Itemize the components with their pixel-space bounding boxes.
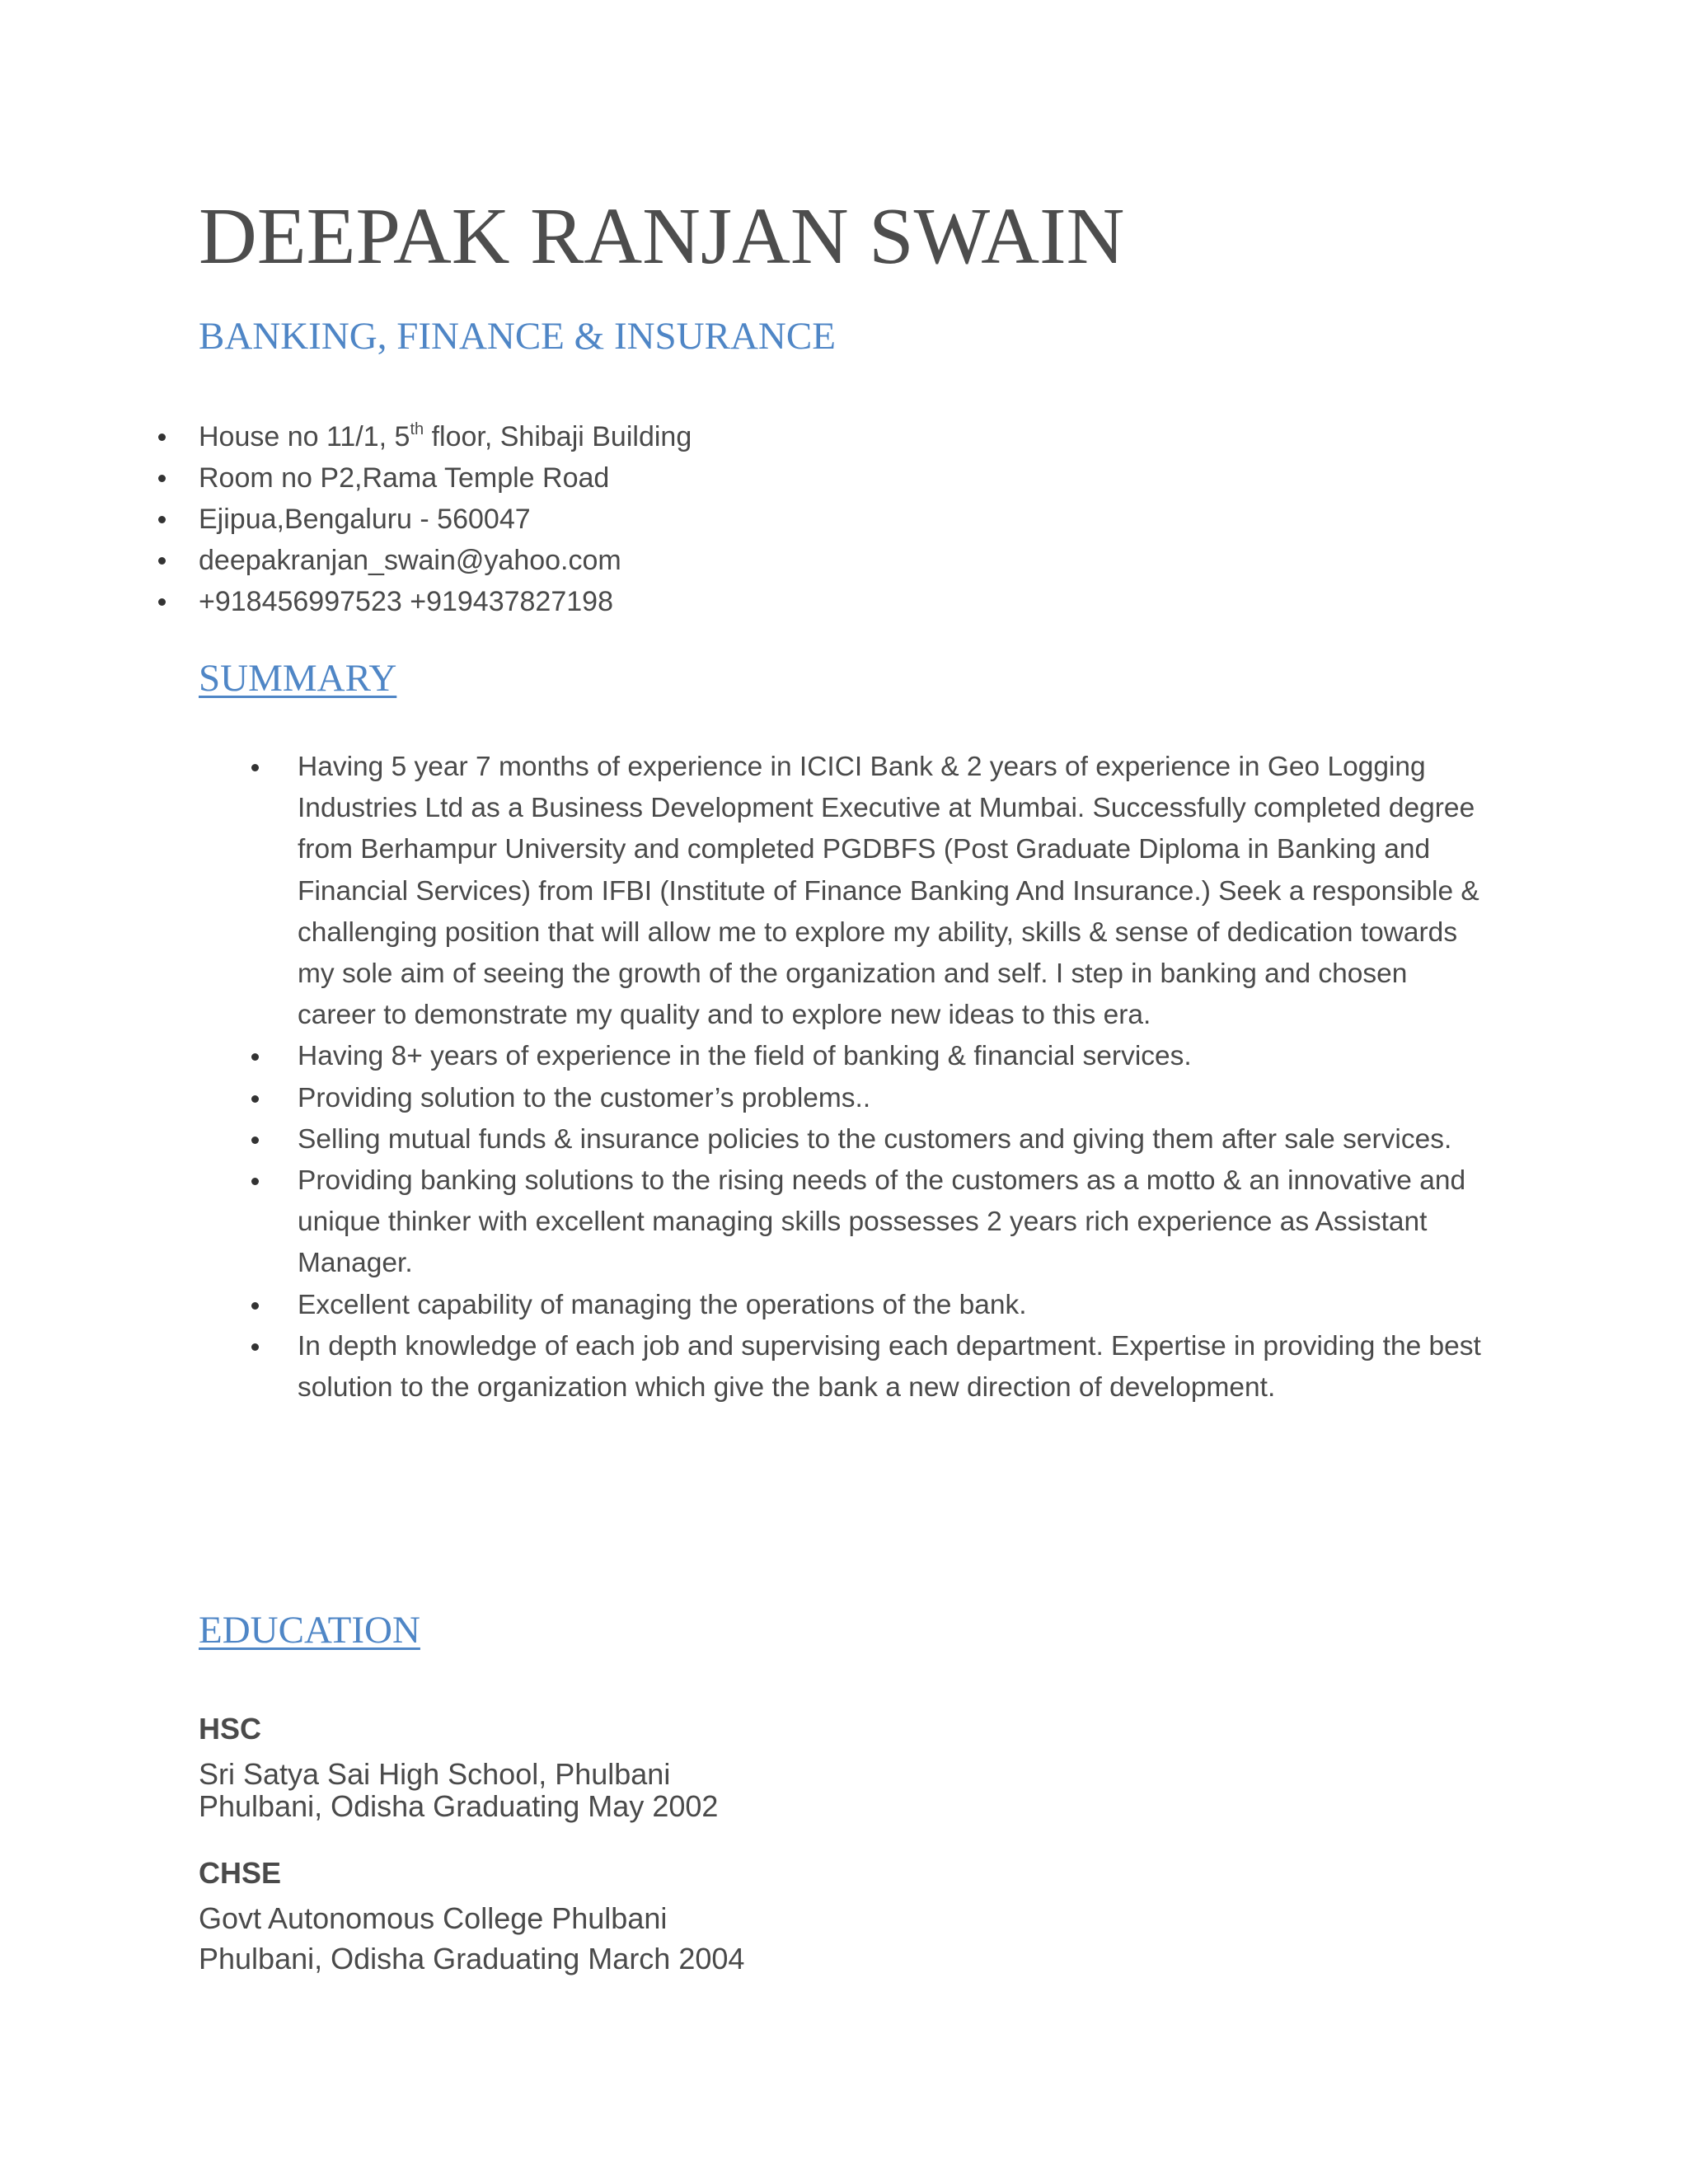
education-detail: Phulbani, Odisha Graduating March 2004 bbox=[199, 1942, 745, 1975]
contact-address-line-2: Room no P2,Rama Temple Road bbox=[199, 457, 692, 499]
address-line-1-rest: floor, Shibaji Building bbox=[424, 421, 692, 452]
contact-phones: +918456997523 +919437827198 bbox=[199, 581, 692, 622]
summary-item: Providing banking solutions to the rising needs of the customers as a motto & an innovative and unique thinker with excellent managing skills possesses 2 years rich experience as Assistant Manager. bbox=[298, 1160, 1493, 1285]
summary-item: Providing solution to the customer’s problems.. bbox=[298, 1078, 1493, 1119]
education-school: Govt Autonomous College Phulbani bbox=[199, 1901, 668, 1935]
education-school: Sri Satya Sai High School, Phulbani bbox=[199, 1757, 671, 1791]
contact-list bbox=[199, 416, 692, 622]
education-heading: EDUCATION bbox=[199, 1609, 420, 1652]
summary-item: Selling mutual funds & insurance policies to the customers and giving them after sale services. bbox=[298, 1119, 1493, 1160]
contact-address-line-1 bbox=[199, 416, 692, 457]
education-level: CHSE bbox=[199, 1856, 282, 1890]
summary-item: In depth knowledge of each job and supervising each department. Expertise in providing the best solution to the organization which give the bank a new direction of development. bbox=[298, 1326, 1493, 1408]
candidate-name: DEEPAK RANJAN SWAIN bbox=[199, 192, 1125, 281]
education-level: HSC bbox=[199, 1712, 262, 1746]
summary-item: Having 8+ years of experience in the field of banking & financial services. bbox=[298, 1036, 1493, 1077]
professional-title: BANKING, FINANCE & INSURANCE bbox=[199, 315, 836, 358]
contact-email: deepakranjan_swain@yahoo.com bbox=[199, 540, 692, 581]
ordinal-suffix: th bbox=[410, 420, 424, 438]
summary-item: Having 5 year 7 months of experience in ICICI Bank & 2 years of experience in Geo Logging Industries Ltd as a Business Development Executive at Mumbai. Successfully completed degree from Berhampur University and completed PGDBFS (Post Graduate Diploma in Banking and Financial Services) from IFBI (Institute of Finance Banking And Insurance.) Seek a responsible & challenging position that will allow me to explore my ability, skills & sense of dedication towards my sole aim of seeing the growth of the organization and self. I step in banking and chosen career to demonstrate my quality and to explore new ideas to this era. bbox=[298, 747, 1493, 1036]
summary-item: Excellent capability of managing the operations of the bank. bbox=[298, 1285, 1493, 1326]
summary-heading: SUMMARY bbox=[199, 657, 397, 700]
education-detail: Phulbani, Odisha Graduating May 2002 bbox=[199, 1789, 719, 1823]
summary-list bbox=[298, 747, 1493, 1408]
address-line-1-text: House no 11/1, 5 bbox=[199, 421, 410, 452]
contact-address-line-3: Ejipua,Bengaluru - 560047 bbox=[199, 499, 692, 540]
